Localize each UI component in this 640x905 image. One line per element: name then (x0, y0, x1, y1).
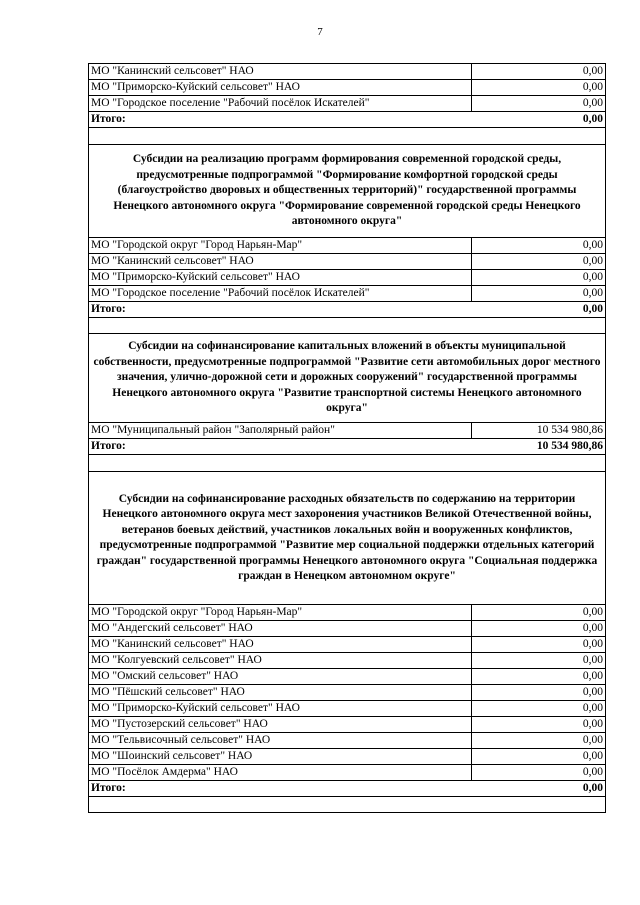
row-value: 0,00 (582, 670, 603, 682)
section-gap (89, 128, 605, 145)
table-row (89, 717, 605, 733)
row-value: 0,00 (582, 734, 603, 746)
row-name: МО "Шоинский сельсовет" НАО (89, 749, 472, 764)
row-value: 0,00 (582, 702, 603, 714)
section-title: Субсидии на софинансирование капитальных вложений в объекты муниципальной собственности, предусмотренные подпрограммой "Развитие сети автомобильных дорог местного значения, улично-дорожной сети и дорожных сооружений" государственной программы Ненецкого автономного округа "Развитие транспортной системы Ненецкого автономного округа" (89, 334, 605, 423)
row-name: МО "Городское поселение "Рабочий посёлок Искателей" (89, 286, 472, 301)
section-title: Субсидии на реализацию программ формирования современной городской среды, предусмотренные подпрограммой "Формирование комфортной городской среды (благоустройство дворовых и общественных территорий)" государственной программы Ненецкого автономного округа "Формирование современной городской среды Ненецкого автономного округа" (89, 145, 605, 238)
row-name: МО "Пёшский сельсовет" НАО (89, 685, 472, 700)
row-value: 0,00 (582, 287, 603, 299)
table-row (89, 653, 605, 669)
table-row (89, 669, 605, 685)
row-name: МО "Приморско-Куйский сельсовет" НАО (89, 701, 472, 716)
total-label: Итого: (91, 782, 126, 794)
section-gap (89, 318, 605, 334)
total-value: 10 534 980,86 (536, 440, 603, 452)
row-name: МО "Омский сельсовет" НАО (89, 669, 472, 684)
table-row (89, 254, 605, 270)
row-name: МО "Приморско-Куйский сельсовет" НАО (89, 270, 472, 285)
section-title: Субсидии на софинансирование расходных обязательств по содержанию на территории Ненецкого автономного округа мест захоронения участников Великой Отечественной войны, ветеранов боевых действий, участников локальных войн и вооруженных конфликтов, предусмотренные подпрограммой "Развитие мер социальной поддержки отдельных категорий граждан" государственной программы Ненецкого автономного округа "Социальная поддержка граждан в Ненецком автономном округе" (89, 472, 605, 605)
row-value: 0,00 (582, 638, 603, 650)
row-name: МО "Андегский сельсовет" НАО (89, 621, 472, 636)
row-value: 0,00 (582, 97, 603, 109)
row-value: 0,00 (582, 239, 603, 251)
row-value: 0,00 (582, 686, 603, 698)
row-name: МО "Канинский сельсовет" НАО (89, 64, 472, 79)
table-row (89, 64, 605, 80)
row-name: МО "Городское поселение "Рабочий посёлок Искателей" (89, 96, 472, 111)
row-value: 0,00 (582, 65, 603, 77)
table-row (89, 80, 605, 96)
row-value: 10 534 980,86 (536, 424, 603, 436)
row-value: 0,00 (582, 606, 603, 618)
table-row (89, 685, 605, 701)
row-value: 0,00 (582, 255, 603, 267)
table-row (89, 238, 605, 254)
table-row (89, 765, 605, 781)
section-gap (89, 797, 605, 813)
row-name: МО "Городской округ "Город Нарьян-Мар" (89, 238, 472, 253)
row-name: МО "Пустозерский сельсовет" НАО (89, 717, 472, 732)
row-value: 0,00 (582, 718, 603, 730)
row-name: МО "Приморско-Куйский сельсовет" НАО (89, 80, 472, 95)
total-label: Итого: (91, 113, 126, 125)
total-label: Итого: (91, 440, 126, 452)
row-name: МО "Муниципальный район "Заполярный район" (89, 423, 472, 438)
page-number: 7 (317, 26, 323, 38)
row-name: МО "Городской округ "Город Нарьян-Мар" (89, 605, 472, 620)
table-row (89, 96, 605, 112)
table-row (89, 701, 605, 717)
row-name: МО "Посёлок Амдерма" НАО (89, 765, 472, 780)
total-row (89, 439, 605, 455)
table-row (89, 637, 605, 653)
row-name: МО "Колгуевский сельсовет" НАО (89, 653, 472, 668)
table-row (89, 270, 605, 286)
subsidy-table (88, 63, 606, 813)
row-name: МО "Тельвисочный сельсовет" НАО (89, 733, 472, 748)
total-row (89, 302, 605, 318)
row-value: 0,00 (582, 271, 603, 283)
table-row (89, 733, 605, 749)
section-gap (89, 455, 605, 472)
table-row (89, 286, 605, 302)
row-value: 0,00 (582, 81, 603, 93)
table-row (89, 749, 605, 765)
table-row (89, 423, 605, 439)
table-row (89, 621, 605, 637)
total-value: 0,00 (582, 782, 603, 794)
row-name: МО "Канинский сельсовет" НАО (89, 637, 472, 652)
total-row (89, 781, 605, 797)
row-value: 0,00 (582, 766, 603, 778)
total-row (89, 112, 605, 128)
row-value: 0,00 (582, 622, 603, 634)
row-value: 0,00 (582, 654, 603, 666)
table-row (89, 605, 605, 621)
row-name: МО "Канинский сельсовет" НАО (89, 254, 472, 269)
total-value: 0,00 (582, 113, 603, 125)
total-value: 0,00 (582, 303, 603, 315)
total-label: Итого: (91, 303, 126, 315)
row-value: 0,00 (582, 750, 603, 762)
